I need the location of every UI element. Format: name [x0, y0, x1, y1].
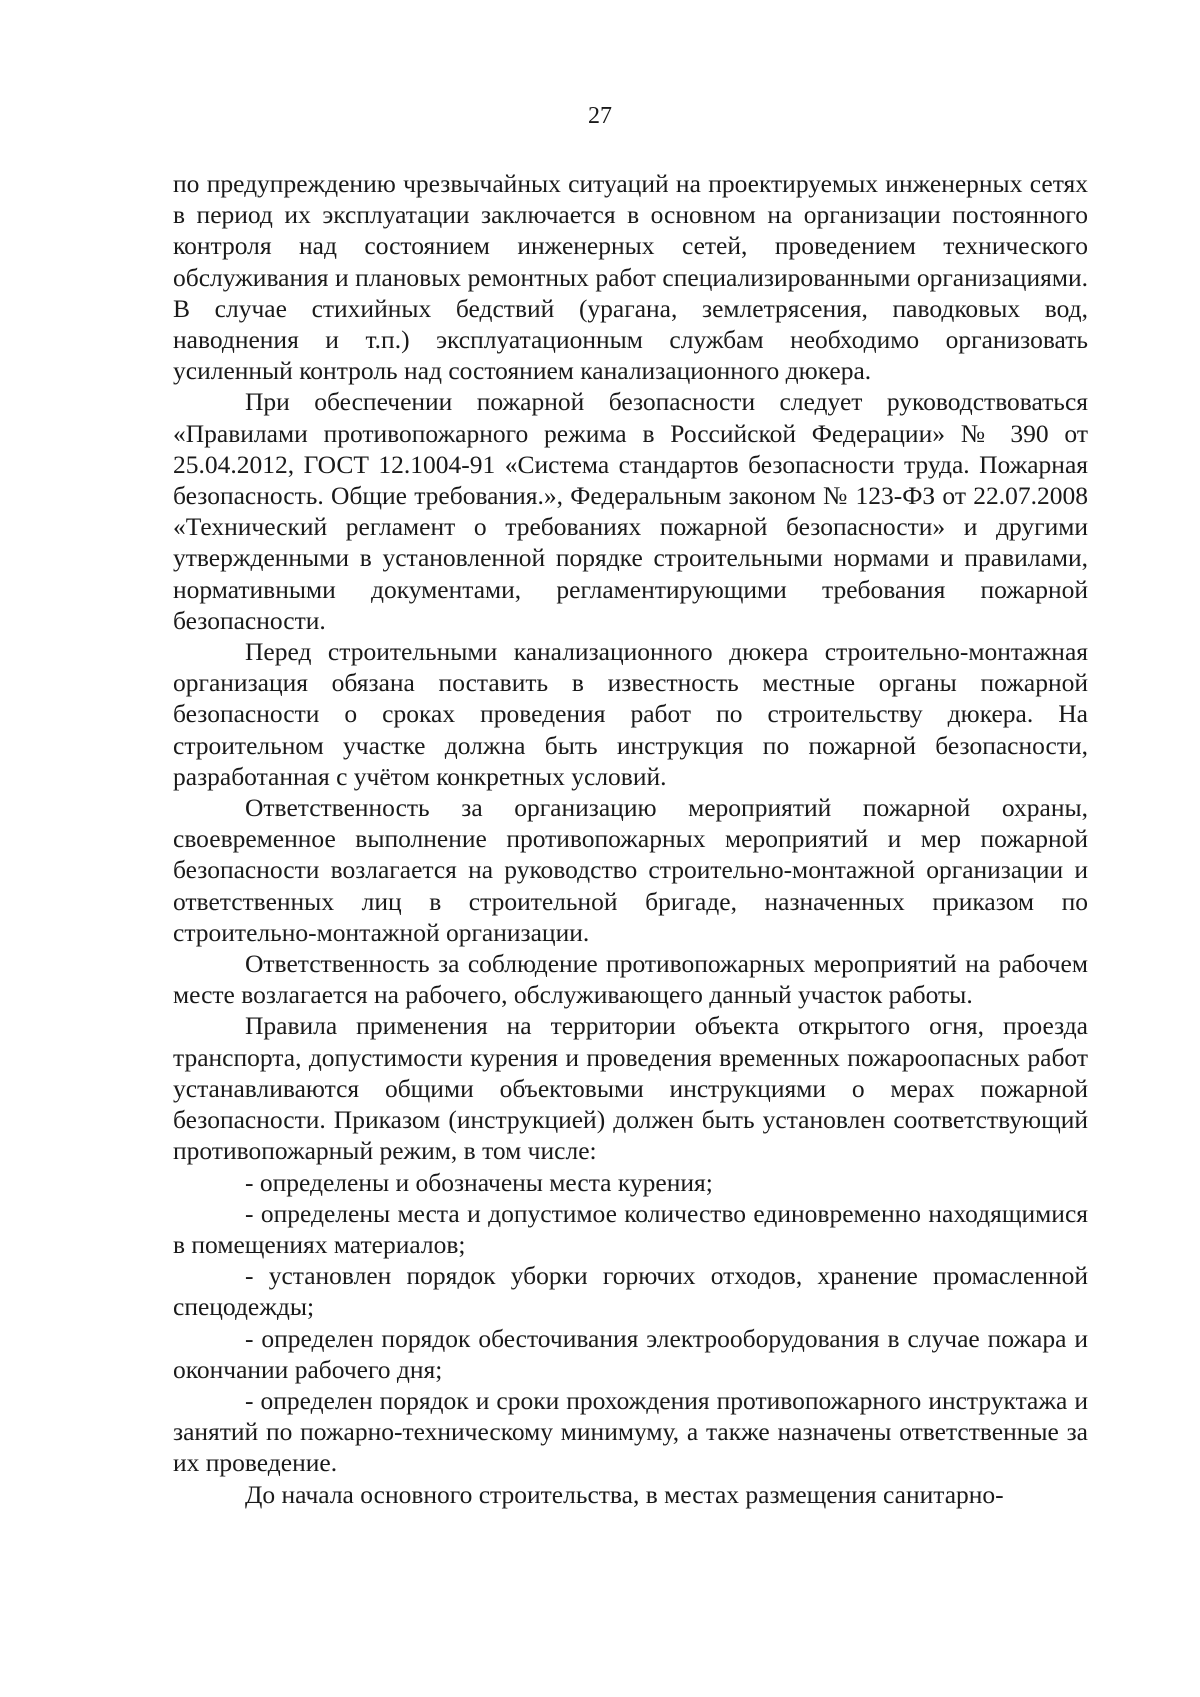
page-number: 27: [588, 103, 612, 129]
list-item: - определен порядок обесточивания электрооборудования в случае пожара и окончании рабочего дня;: [173, 1323, 1088, 1384]
document-body: [173, 168, 1088, 1510]
list-item: - определены и обозначены места курения;: [245, 1167, 713, 1197]
paragraph: Перед строительными канализационного дюкера строительно-монтажная организация обязана поставить в известность местные органы пожарной безопасности о сроках проведения работ по строительству дюкера. На строительном участке должна быть инструкция по пожарной безопасности, разработанная с учётом конкретных условий.: [173, 637, 1088, 791]
paragraph: При обеспечении пожарной безопасности следует руководствоваться «Правилами противопожарного режима в Российской Федерации» № 390 от 25.04.2012, ГОСТ 12.1004-91 «Система стандартов безопасности труда. Пожарная безопасность. Общие требования.», Федеральным законом № 123-ФЗ от 22.07.2008 «Технический регламент о требованиях пожарной безопасности» и другими утвержденными в установленной порядке строительными нормами и правилами, нормативными документами, регламентирующими требования пожарной безопасности.: [173, 387, 1088, 635]
list-item: - определен порядок и сроки прохождения противопожарного инструктажа и занятий по пожарно-техническому минимуму, а также назначены ответственные за их проведение.: [173, 1385, 1088, 1478]
paragraph: Правила применения на территории объекта открытого огня, проезда транспорта, допустимости курения и проведения временных пожароопасных работ устанавливаются общими объектовыми инструкциями о мерах пожарной безопасности. Приказом (инструкцией) должен быть установлен соответствующий противопожарный режим, в том числе:: [173, 1011, 1088, 1166]
paragraph: До начала основного строительства, в местах размещения санитарно-: [245, 1479, 1004, 1509]
paragraph: Ответственность за организацию мероприятий пожарной охраны, своевременное выполнение противопожарных мероприятий и мер пожарной безопасности возлагается на руководство строительно-монтажной организации и ответственных лиц в строительной бригаде, назначенных приказом по строительно-монтажной организации.: [173, 793, 1088, 947]
paragraph: Ответственность за соблюдение противопожарных мероприятий на рабочем месте возлагается на рабочего, обслуживающего данный участок работы.: [173, 949, 1088, 1010]
list-item: - определены места и допустимое количество единовременно находящимися в помещениях материалов;: [173, 1198, 1088, 1259]
paragraph: по предупреждению чрезвычайных ситуаций на проектируемых инженерных сетях в период их эксплуатации заключается в основном на организации постоянного контроля над состоянием инженерных сетей, проведением технического обслуживания и плановых ремонтных работ специализированными организациями. В случае стихийных бедствий (урагана, землетрясения, паводковых вод, наводнения и т.п.) эксплуатационным службам необходимо организовать усиленный контроль над состоянием канализационного дюкера.: [173, 169, 1088, 386]
list-item: - установлен порядок уборки горючих отходов, хранение промасленной спецодежды;: [173, 1261, 1088, 1322]
